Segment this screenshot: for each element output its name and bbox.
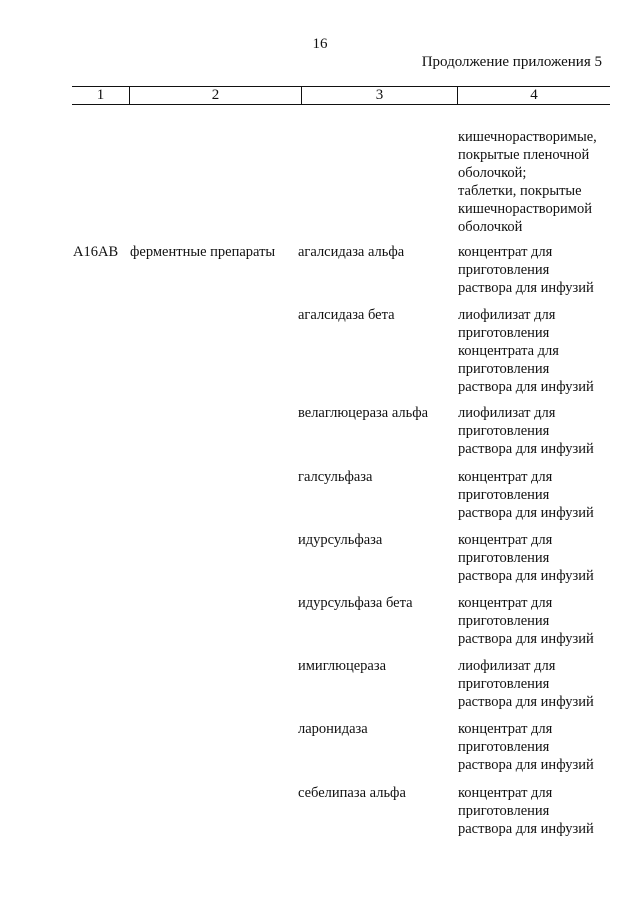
drug-name: велаглюцераза альфа [298,405,429,421]
header-col-1: 1 [72,87,130,104]
form-line: кишечнорастворимые, [458,129,597,145]
form-line: приготовления [458,550,550,566]
form-line: лиофилизат для [458,405,556,421]
form-line: раствора для инфузий [458,379,594,395]
form-line: лиофилизат для [458,658,556,674]
form-line: концентрат для [458,244,553,260]
form-line: концентрат для [458,532,553,548]
form-line: концентрат для [458,785,553,801]
form-line: раствора для инфузий [458,280,594,296]
dosage-form [458,720,594,774]
drug-name: агалсидаза бета [298,307,395,323]
form-line: приготовления [458,613,550,629]
page-number: 16 [312,36,328,52]
dosage-form [458,243,594,297]
dosage-form [458,468,594,522]
drug-name: галсульфаза [298,469,373,485]
drug-name: идурсульфаза бета [298,595,413,611]
dosage-form [458,657,594,711]
form-line: оболочкой [458,219,523,235]
drug-name: себелипаза альфа [298,785,406,801]
header-col-4: 4 [530,87,538,103]
drug-name: агалсидаза альфа [298,244,405,260]
form-line: приготовления [458,361,550,377]
group-name: ферментные препараты [130,244,276,260]
form-line: покрытые пленочной [458,147,590,163]
form-line: приготовления [458,262,550,278]
drug-name: ларонидаза [298,721,368,737]
form-line: приготовления [458,487,550,503]
form-line: концентрат для [458,721,553,737]
form-line: таблетки, покрытые [458,183,582,199]
group-code: A16AB [73,244,119,260]
form-line: приготовления [458,803,550,819]
dosage-form [458,784,594,838]
form-line: раствора для инфузий [458,568,594,584]
form-line: лиофилизат для [458,307,556,323]
dosage-form [458,404,594,458]
header-col-3: 3 [302,87,458,104]
form-line: приготовления [458,676,550,692]
form-line: раствора для инфузий [458,821,594,837]
form-line: раствора для инфузий [458,505,594,521]
form-line: концентрат для [458,595,553,611]
form-line: приготовления [458,739,550,755]
form-line: раствора для инфузий [458,694,594,710]
form-line: концентрат для [458,469,553,485]
form-line: раствора для инфузий [458,441,594,457]
table-header [72,86,610,105]
dosage-form [458,306,594,396]
dosage-form [458,594,594,648]
header-col-2: 2 [130,87,302,104]
form-line: приготовления [458,325,550,341]
drug-name: идурсульфаза [298,532,383,548]
continuation-label: Продолжение приложения 5 [421,54,602,70]
drug-name: имиглюцераза [298,658,387,674]
form-line: раствора для инфузий [458,631,594,647]
form-line: кишечнорастворимой [458,201,592,217]
dosage-form [458,531,594,585]
form-line: концентрата для [458,343,559,359]
form-line: приготовления [458,423,550,439]
form-line: оболочкой; [458,165,527,181]
carryover-forms [458,128,597,236]
form-line: раствора для инфузий [458,757,594,773]
